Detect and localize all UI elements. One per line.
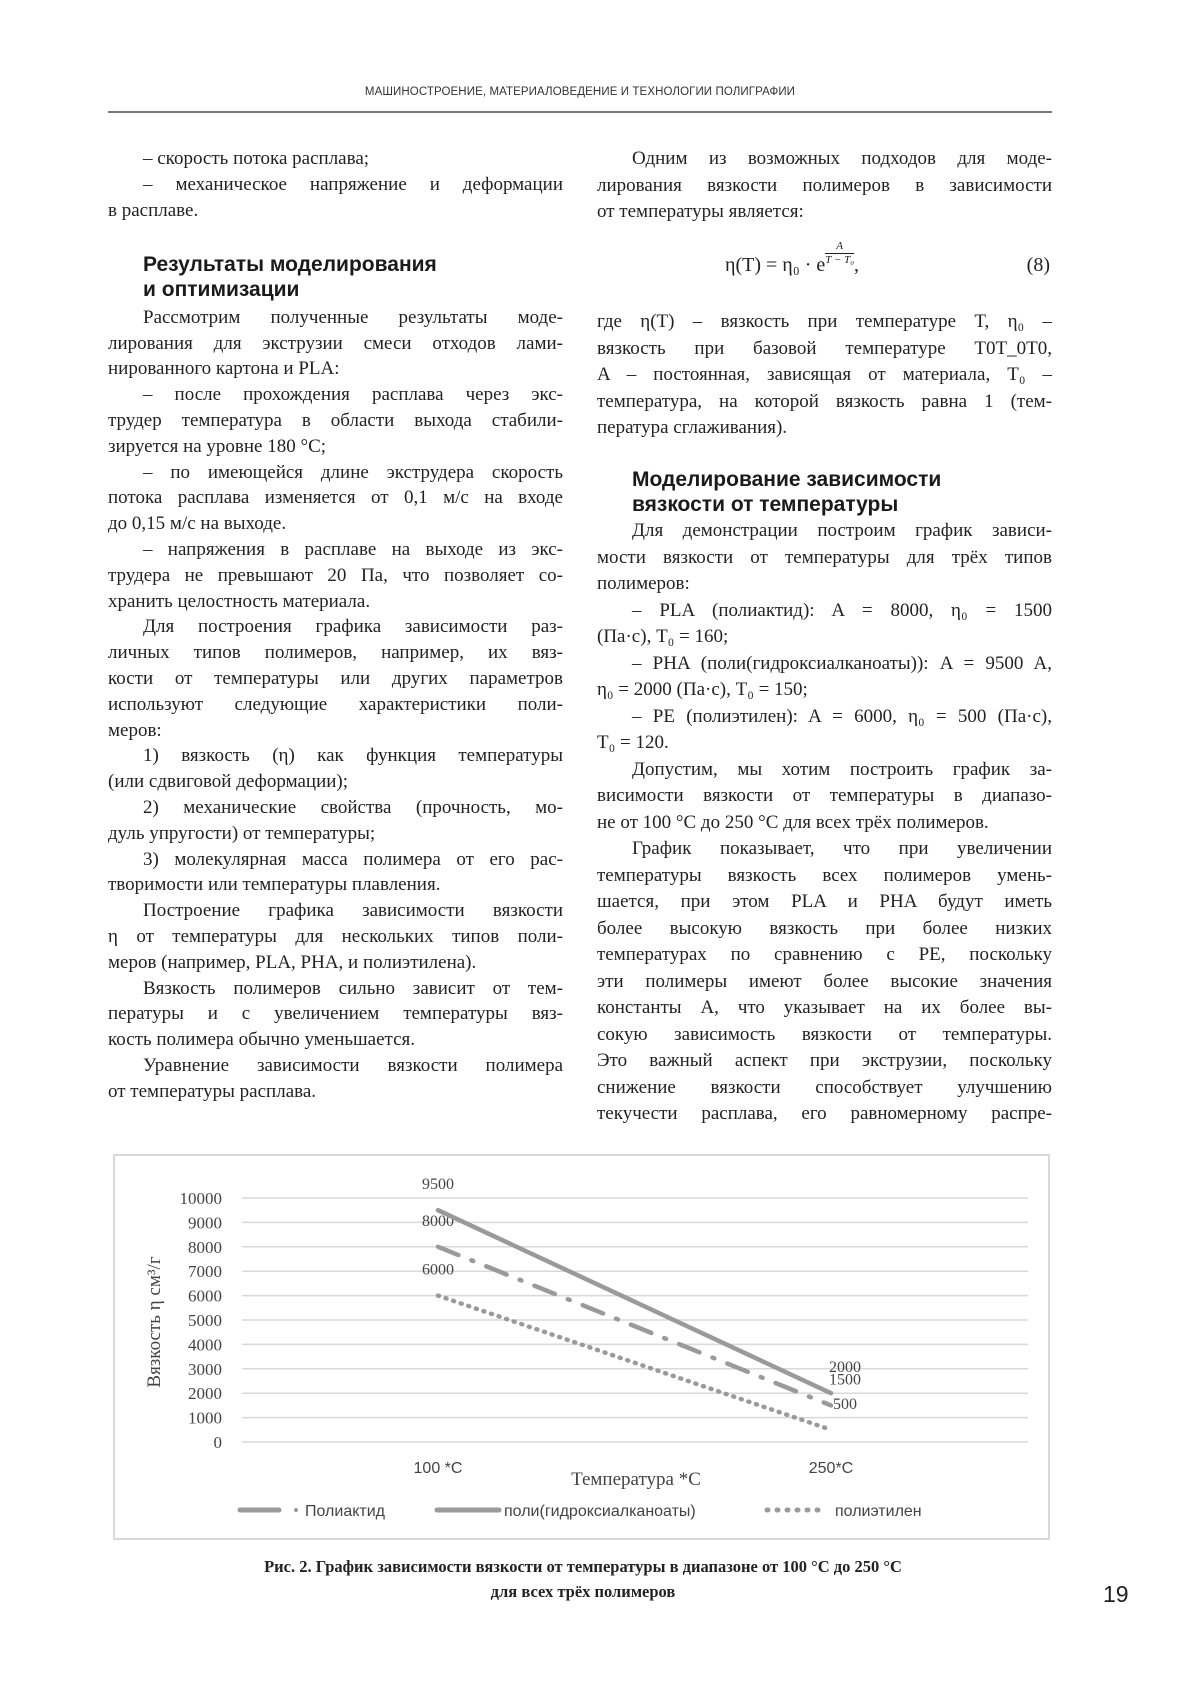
paragraph bbox=[108, 537, 563, 614]
text-line: 1) вязкость (η) как функция температуры bbox=[143, 745, 563, 767]
text-line: – скорость потока расплава; bbox=[143, 148, 370, 169]
data-label: 500 bbox=[833, 1395, 857, 1413]
series-line-2 bbox=[438, 1210, 831, 1393]
text-line: снижение вязкости способствует улучшению bbox=[597, 1076, 1052, 1098]
text-line: Для демонстрации построим график зависи- bbox=[632, 520, 1052, 541]
text-line: мости вязкости от температуры для трёх типов bbox=[597, 546, 1052, 568]
paragraph bbox=[108, 976, 563, 1053]
heading-line: и оптимизации bbox=[143, 278, 300, 302]
text-line: 3) молекулярная масса полимера от его рас- bbox=[143, 848, 563, 870]
x-axis-title: Температура *C bbox=[571, 1469, 701, 1490]
paragraph bbox=[108, 460, 563, 537]
paragraph bbox=[108, 1053, 563, 1105]
y-tick-label: 10000 bbox=[179, 1189, 222, 1208]
legend-label: Полиактид bbox=[305, 1503, 385, 1520]
text-line: шается, при этом PLA и PHA будут иметь bbox=[597, 891, 1052, 912]
text-line: константы A, что указывает на их более вы- bbox=[597, 997, 1052, 1018]
y-tick-label: 0 bbox=[213, 1433, 222, 1452]
text-line: η₀ = 2000 (Па·с), T₀ = 150; bbox=[597, 679, 808, 700]
text-line: лирования для экструзии смеси отходов лами- bbox=[108, 332, 563, 354]
figure-caption-line-1: Рис. 2. График зависимости вязкости от температуры в диапазоне от 100 °C до 250 °C bbox=[264, 1557, 902, 1576]
text-line: эти полимеры имеют более высокие значения bbox=[597, 970, 1052, 992]
text-line: График показывает, что при увеличении bbox=[632, 838, 1052, 859]
series-line-3 bbox=[438, 1296, 831, 1430]
x-tick-label: 100 *C bbox=[413, 1460, 463, 1477]
text-line: – после прохождения расплава через экс- bbox=[143, 384, 563, 406]
header-rule bbox=[108, 111, 1052, 113]
paragraph bbox=[108, 382, 563, 459]
paragraph bbox=[108, 305, 563, 382]
y-tick-label: 7000 bbox=[188, 1262, 222, 1282]
text-line: личных типов полимеров, например, их вяз- bbox=[108, 642, 563, 664]
paragraph bbox=[108, 847, 563, 899]
equation-base: η(T) = η₀ · e bbox=[725, 254, 826, 276]
text-line: кости от температуры или других параметров bbox=[108, 668, 563, 690]
text-line: Рассмотрим полученные результаты моде- bbox=[143, 306, 563, 328]
text-line: полимеров: bbox=[597, 573, 690, 594]
heading-line: Результаты моделирования bbox=[143, 253, 437, 277]
y-tick-label: 4000 bbox=[188, 1335, 222, 1355]
text-line: вязкость при базовой температуре T0T_0T0, bbox=[597, 337, 1052, 359]
text-line: – PHA (поли(гидроксиалканоаты)): A = 9500 A, bbox=[632, 652, 1052, 674]
text-line: кость полимера обычно уменьшается. bbox=[108, 1029, 415, 1051]
figure-caption-line-2: для всех трёх полимеров bbox=[490, 1582, 676, 1601]
text-line: хранить целостность материала. bbox=[108, 590, 371, 612]
paragraph bbox=[108, 795, 563, 847]
data-label: 8000 bbox=[422, 1212, 454, 1230]
equation-8 bbox=[597, 242, 1052, 292]
y-tick-label: 3000 bbox=[188, 1359, 222, 1379]
left-column bbox=[108, 146, 563, 1105]
text-line: – напряжения в расплаве на выходе из экс- bbox=[143, 539, 563, 561]
data-label: 2000 bbox=[829, 1359, 861, 1377]
text-line: от температуры расплава. bbox=[108, 1080, 317, 1102]
paragraph bbox=[597, 146, 1052, 226]
paragraph bbox=[108, 743, 563, 795]
text-line: – механическое напряжение и деформации bbox=[143, 173, 563, 195]
text-line: Одним из возможных подходов для моде- bbox=[632, 148, 1052, 169]
figure-chart bbox=[113, 1154, 1050, 1540]
text-line: используют следующие характеристики поли- bbox=[108, 693, 563, 715]
paragraph bbox=[597, 757, 1052, 837]
legend-label: поли(гидроксиалканоаты) bbox=[504, 1503, 696, 1520]
equation-expression bbox=[725, 240, 860, 281]
text-line: T₀ = 120. bbox=[597, 732, 669, 753]
equation-comma: , bbox=[854, 254, 860, 276]
text-line: лирования вязкости полимеров в зависимости bbox=[597, 174, 1052, 196]
text-line: температуры вязкость всех полимеров умень- bbox=[597, 864, 1052, 886]
text-line: пература сглаживания). bbox=[597, 417, 788, 438]
text-line: сокую зависимость вязкости от температуры. bbox=[597, 1023, 1052, 1045]
text-line: творимости или температуры плавления. bbox=[108, 874, 441, 896]
paragraph bbox=[108, 614, 563, 743]
text-line: текучести расплава, его равномерному распре- bbox=[597, 1103, 1052, 1124]
viscosity-chart bbox=[115, 1156, 1048, 1538]
text-line: трудер температура в области выхода стабили- bbox=[108, 410, 563, 432]
text-line: висимости вязкости от температуры в диапазо- bbox=[597, 785, 1052, 806]
y-axis-title: Вязкость η см³/г bbox=[144, 1256, 165, 1388]
paragraph bbox=[108, 898, 563, 975]
y-tick-label: 9000 bbox=[188, 1213, 222, 1233]
text-line: Построение графика зависимости вязкости bbox=[143, 900, 563, 922]
text-line: более высокую вязкость при более низких bbox=[597, 917, 1052, 939]
legend-label: полиэтилен bbox=[835, 1503, 922, 1520]
paragraph bbox=[108, 172, 563, 224]
data-label: 9500 bbox=[422, 1176, 454, 1194]
equation-number: (8) bbox=[1026, 254, 1050, 276]
paragraph bbox=[597, 704, 1052, 757]
text-line: меров (например, PLA, PHA, и полиэтилена). bbox=[108, 951, 477, 973]
y-tick-label: 6000 bbox=[188, 1286, 222, 1306]
section-heading bbox=[597, 467, 1052, 517]
heading-line: Моделирование зависимости bbox=[632, 468, 942, 491]
text-line: η от температуры для нескольких типов поли- bbox=[108, 926, 563, 948]
paragraph bbox=[108, 146, 563, 172]
text-line: Вязкость полимеров сильно зависит от тем- bbox=[143, 977, 563, 999]
data-label: 6000 bbox=[422, 1261, 454, 1279]
text-line: Уравнение зависимости вязкости полимера bbox=[143, 1055, 563, 1076]
text-line: пературы и с увеличением температуры вяз- bbox=[108, 1003, 563, 1025]
text-line: температурах по сравнению с PE, поскольку bbox=[597, 944, 1052, 965]
text-line: 2) механические свойства (прочность, мо- bbox=[143, 797, 563, 819]
text-line: до 0,15 м/с на выходе. bbox=[108, 513, 287, 535]
text-line: дуль упругости) от температуры; bbox=[108, 822, 376, 844]
text-line: от температуры является: bbox=[597, 201, 804, 222]
text-line: меров: bbox=[108, 719, 162, 741]
y-tick-label: 8000 bbox=[188, 1237, 222, 1257]
section-heading bbox=[108, 252, 563, 302]
data-label: 1500 bbox=[829, 1371, 861, 1389]
y-tick-label: 1000 bbox=[188, 1408, 222, 1428]
text-line: нированного картона и PLA: bbox=[108, 358, 340, 380]
paragraph bbox=[597, 836, 1052, 1128]
right-column bbox=[597, 146, 1052, 1128]
text-line: потока расплава изменяется от 0,1 м/с на входе bbox=[108, 487, 563, 509]
y-tick-label: 2000 bbox=[188, 1384, 222, 1404]
text-line: температура, на которой вязкость равна 1 (тем- bbox=[597, 390, 1052, 412]
exponent-denominator: T − T₀ bbox=[825, 254, 855, 266]
text-line: – PLA (полиактид): A = 8000, η₀ = 1500 bbox=[632, 599, 1052, 621]
y-tick-label: 5000 bbox=[188, 1311, 222, 1330]
equation-exponent bbox=[825, 240, 854, 267]
x-tick-label: 250*C bbox=[808, 1460, 854, 1477]
legend-swatch-dot bbox=[294, 1508, 298, 1512]
heading-line: вязкости от температуры bbox=[632, 493, 899, 516]
text-line: Это важный аспект при экструзии, поскольку bbox=[597, 1050, 1052, 1071]
text-line: где η(T) – вязкость при температуре T, η₀ – bbox=[597, 311, 1052, 332]
paragraph bbox=[597, 309, 1052, 442]
text-line: – PE (полиэтилен): A = 6000, η₀ = 500 (Па·с), bbox=[632, 705, 1052, 727]
paragraph bbox=[597, 598, 1052, 651]
text-line: – по имеющейся длине экструдера скорость bbox=[143, 461, 563, 483]
text-line: зируется на уровне 180 °C; bbox=[108, 435, 327, 457]
paragraph bbox=[597, 518, 1052, 598]
running-title: МАШИНОСТРОЕНИЕ, МАТЕРИАЛОВЕДЕНИЕ И ТЕХНОЛОГИИ ПОЛИГРАФИИ bbox=[364, 86, 796, 98]
text-line: в расплаве. bbox=[108, 199, 199, 221]
text-line: (Па·с), T₀ = 160; bbox=[597, 626, 729, 647]
text-line: не от 100 °C до 250 °C для всех трёх полимеров. bbox=[597, 811, 989, 833]
text-line: A – постоянная, зависящая от материала, T₀ – bbox=[597, 364, 1052, 385]
exponent-numerator: A bbox=[825, 240, 854, 254]
paragraph bbox=[597, 651, 1052, 704]
text-line: Допустим, мы хотим построить график за- bbox=[632, 758, 1052, 780]
text-line: (или сдвиговой деформации); bbox=[108, 771, 349, 793]
text-line: Для построения графика зависимости раз- bbox=[143, 616, 563, 638]
page-number: 19 bbox=[1103, 1581, 1129, 1607]
text-line: трудера не превышают 20 Па, что позволяет со- bbox=[108, 564, 563, 586]
